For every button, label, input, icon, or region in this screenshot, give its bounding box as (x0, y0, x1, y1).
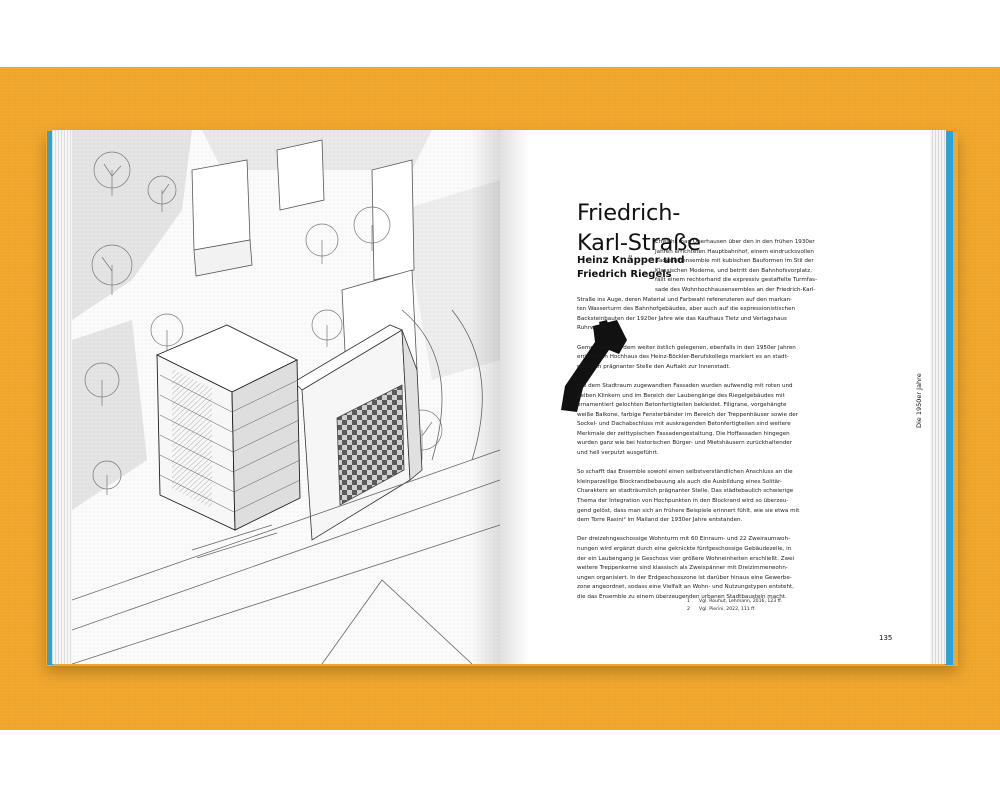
paragraph-2 (577, 344, 910, 373)
text-line: gelben Klinkern und im Bereich der Laubengänge des Riegelgebäudes mit (577, 392, 785, 399)
footnote-number: 2 (687, 607, 690, 612)
axonometric-drawing (72, 130, 500, 664)
text-line: Die dem Stadtraum zugewandten Fassaden wurden aufwendig mit roten und (577, 382, 793, 389)
text-line: Merkmale der zeittypischen Fassadengestaltung. Die Hoffassaden hingegen (577, 430, 790, 437)
tower-building (157, 325, 300, 530)
text-line: ornamentiert gelochten Betonfertigteilen bekleidet. Filigrane, vorgehängte (577, 402, 787, 409)
text-line: Straße ins Auge, deren Material und Farbwahl referenzieren auf den markan- (577, 296, 793, 303)
text-line: die das Ensemble zu einem überzeugenden urbanen Stadtbaustein macht. (577, 593, 787, 600)
text-line (577, 324, 910, 334)
text-line: Erreicht man Oberhausen über den in den frühen 1930er (655, 239, 815, 245)
text-fragment: Ruhrwacht. (577, 325, 609, 332)
text-line: Gemeinsam mit dem weiter östlich gelegenen, ebenfalls in den 1950er Jahren (577, 344, 796, 351)
text-line: dem Torre Rasini² im Mailand der 1930er Jahre entstanden. (577, 517, 743, 524)
text-line: ten Wasserturm des Bahnhofgebäudes, aber auch auf die expressionistischen (577, 306, 796, 313)
text-line: der ein Laubengang je Geschoss vier größere Wohneinheiten erschließt. Zwei (577, 555, 795, 562)
text-line: zone angeordnet, sodass eine Vielfalt an Wohn- und Nutzungstypen entsteht, (577, 584, 795, 591)
title-line: Friedrich- (577, 200, 681, 226)
text-line: weiße Balkone, farbige Fensterbänder im Bereich der Treppenhäuser sowie der (577, 411, 798, 418)
paragraph-4 (577, 468, 910, 526)
text-line: ungen organisiert. In der Erdgeschosszone ist darüber hinaus eine Gewerbe- (577, 574, 792, 581)
text-line: Sockel- und Dachabschluss mit auskragenden Betonfertigteilen sind weitere (577, 421, 791, 428)
text-line: So schafft das Ensemble sowohl einen selbstverständlichen Anschluss an die (577, 469, 793, 476)
footnote-number: 1 (687, 599, 690, 604)
text-line: weitere Treppenkerne sind klassisch als Zweispänner mit Dreizimmerwohn- (577, 565, 788, 572)
footnote-ref[interactable]: 1 (608, 322, 612, 328)
text-line: Charakters an stadträumlich prägnanter Stelle. Das städtebaulich schwierige (577, 488, 794, 495)
text-line: sade des Wohnhochhausensembles an der Friedrich-Karl- (655, 286, 816, 293)
text-line: nungen wird ergänzt durch eine geknickte fünfgeschossige Gebäudezeile, in (577, 546, 792, 552)
footnote-text: Vgl. Rouhut, Lehmann, 2016, 123 ff. (699, 599, 783, 604)
title-line: Karl-Straße (577, 230, 701, 256)
text-line: Backsteinensemble mit kubischen Bauformen im Stil der (655, 258, 814, 265)
book-cover-edge-right (945, 131, 953, 665)
text-line: fällt einem rechterhand die expressiv gestaffelte Turmfas- (655, 277, 818, 284)
footnote-text: Vgl. Pierini, 2022, 111 ff. (699, 607, 756, 612)
text-line: räumlich prägnanter Stelle den Auftakt zur Innenstadt. (577, 363, 731, 370)
text-line: und hell verputzt ausgeführt. (577, 450, 659, 457)
page-number: 135 (879, 634, 893, 642)
author-line: Friedrich Riegels (577, 269, 672, 280)
page-stack-left (52, 130, 72, 664)
text-line: gend gelöst, dass man sich an frühere Beispiele erinnert fühlt, wie sie etwa mit (577, 507, 800, 514)
footnote (687, 598, 782, 606)
paragraph-5 (577, 535, 910, 602)
text-line: Backsteinbauten der 1920er Jahre wie das Kaufhaus Tietz und Verlagshaus (577, 315, 787, 322)
footnotes (687, 598, 782, 614)
text-line: Der dreizehngeschossige Wohnturm mit 60 Einraum- und 22 Zweiraumwoh- (577, 536, 791, 543)
text-line: errichteten Hochhaus des Heinz-Böckler-Berufskollegs markiert es an stadt- (577, 354, 789, 361)
text-line: wurden ganz wie bei historischen Bürger- und Mietshäusern zurückhaltender (577, 440, 793, 447)
footnote (687, 606, 782, 614)
page-stack-right (930, 130, 946, 664)
text-line: Klassischen Moderne, und betritt den Bahnhofsvorplatz, (655, 267, 812, 274)
text-line: kleinparzellige Blockrandbebauung als auch die Ausbildung eines Solitär- (577, 478, 782, 485)
running-head: Die 1950er Jahre (915, 373, 923, 428)
paragraph-3 (577, 382, 910, 459)
author-line: Heinz Knäpper und (577, 255, 685, 266)
text-line: Thema der Integration von Hochpunkten in den Blockrand wird so überzeu- (577, 498, 789, 505)
text-line: Jahren errichteten Hauptbahnhof, einem eindrucksvollen (655, 248, 814, 255)
